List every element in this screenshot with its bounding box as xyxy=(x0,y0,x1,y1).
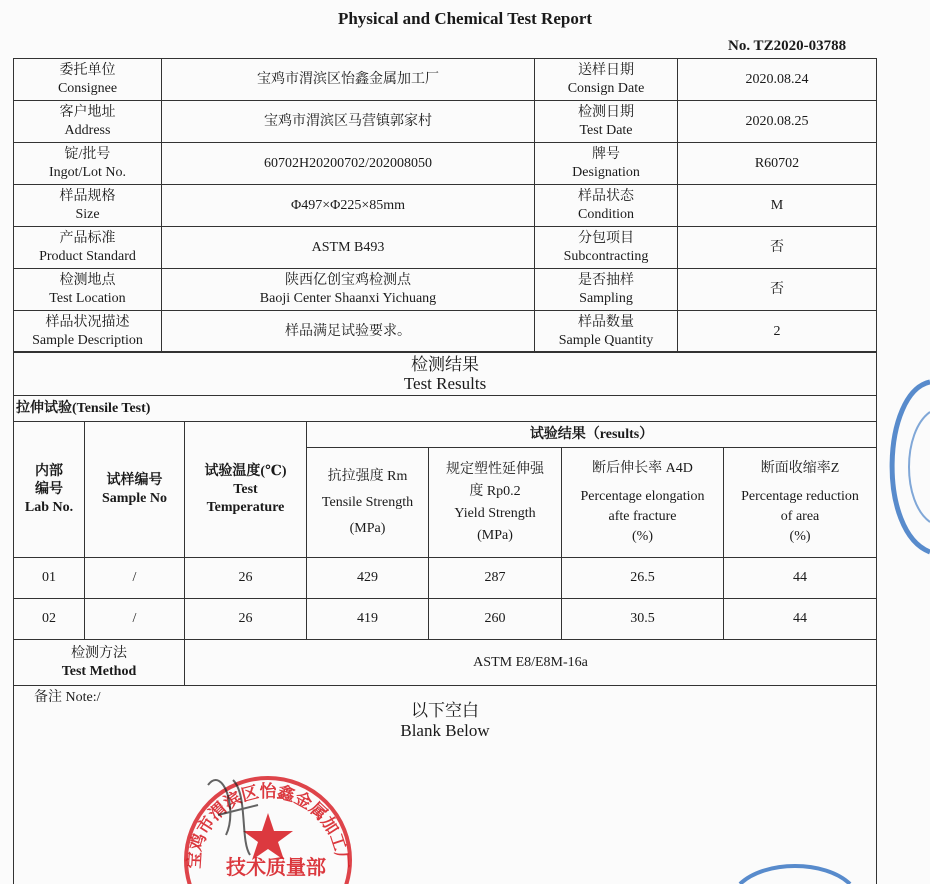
info-value: Φ497×Φ225×85mm xyxy=(162,185,535,227)
cell-reduction: 44 xyxy=(724,599,877,640)
info-label: 样品规格 Size xyxy=(14,185,162,227)
info-value: 陕西亿创宝鸡检测点 Baoji Center Shaanxi Yichuang xyxy=(162,269,535,311)
info-label-2: 检测日期 Test Date xyxy=(535,101,678,143)
info-row xyxy=(14,101,877,143)
info-label-2: 样品数量 Sample Quantity xyxy=(535,311,678,353)
info-value-2: 2 xyxy=(678,311,877,353)
report-title: Physical and Chemical Test Report xyxy=(337,9,593,28)
info-label: 检测地点 Test Location xyxy=(14,269,162,311)
bottom-stamp xyxy=(735,858,855,884)
info-row xyxy=(14,143,877,185)
info-table xyxy=(13,58,877,353)
cell-sample-no: / xyxy=(85,558,185,599)
cell-tensile: 419 xyxy=(307,599,429,640)
info-value-2: M xyxy=(678,185,877,227)
test-results-heading: 检测结果 Test Results xyxy=(14,352,877,396)
side-stamp xyxy=(872,372,930,562)
info-row xyxy=(14,227,877,269)
info-row xyxy=(14,59,877,101)
test-method-label: 检测方法 Test Method xyxy=(14,640,185,686)
tensile-test-label: 拉伸试验(Tensile Test) xyxy=(14,396,877,422)
col-temperature: 试验温度(℃) Test Temperature xyxy=(185,422,307,558)
result-row xyxy=(14,599,877,640)
info-label: 委托单位 Consignee xyxy=(14,59,162,101)
info-row xyxy=(14,311,877,353)
info-value-2: 否 xyxy=(678,227,877,269)
info-label: 客户地址 Address xyxy=(14,101,162,143)
info-label: 产品标准 Product Standard xyxy=(14,227,162,269)
info-label-2: 送样日期 Consign Date xyxy=(535,59,678,101)
info-value: 样品满足试验要求。 xyxy=(162,311,535,353)
info-label-2: 分包项目 Subcontracting xyxy=(535,227,678,269)
info-value: 60702H20200702/202008050 xyxy=(162,143,535,185)
note-section xyxy=(13,683,877,884)
cell-yield: 287 xyxy=(429,558,562,599)
cell-sample-no: / xyxy=(85,599,185,640)
blank-below: 以下空白 Blank Below xyxy=(400,701,490,740)
test-method-row xyxy=(14,640,877,686)
info-label: 锭/批号 Ingot/Lot No. xyxy=(14,143,162,185)
cell-temperature: 26 xyxy=(185,558,307,599)
company-seal xyxy=(178,755,358,884)
info-value-2: R60702 xyxy=(678,143,877,185)
col-elongation: 断后伸长率 A4D Percentage elongation afte fracture (%) xyxy=(562,448,724,558)
cell-elongation: 30.5 xyxy=(562,599,724,640)
cell-elongation: 26.5 xyxy=(562,558,724,599)
info-label-2: 是否抽样 Sampling xyxy=(535,269,678,311)
col-yield-strength: 规定塑性延伸强 度 Rp0.2 Yield Strength (MPa) xyxy=(429,448,562,558)
cell-lab-no: 02 xyxy=(14,599,85,640)
svg-text:技术质量部: 技术质量部 xyxy=(226,855,326,879)
cell-lab-no: 01 xyxy=(14,558,85,599)
info-value-2: 2020.08.25 xyxy=(678,101,877,143)
info-row xyxy=(14,269,877,311)
test-method-value: ASTM E8/E8M-16a xyxy=(185,640,877,686)
results-subheader: 试验结果（results） xyxy=(307,422,877,448)
cell-yield: 260 xyxy=(429,599,562,640)
info-value-2: 2020.08.24 xyxy=(678,59,877,101)
note-label: 备注 Note:/ xyxy=(34,690,101,705)
svg-text:宝鸡市渭滨区怡鑫金属加工厂: 宝鸡市渭滨区怡鑫金属加工厂 xyxy=(184,782,352,870)
cell-temperature: 26 xyxy=(185,599,307,640)
col-lab-no: 内部 编号 Lab No. xyxy=(14,422,85,558)
info-value: 宝鸡市渭滨区马营镇郭家村 xyxy=(162,101,535,143)
cell-tensile: 429 xyxy=(307,558,429,599)
results-table xyxy=(13,351,877,686)
result-row xyxy=(14,558,877,599)
info-value-2: 否 xyxy=(678,269,877,311)
col-sample-no: 试样编号 Sample No xyxy=(85,422,185,558)
info-label-2: 牌号 Designation xyxy=(535,143,678,185)
info-label: 样品状况描述 Sample Description xyxy=(14,311,162,353)
report-number: No. TZ2020-03788 xyxy=(728,38,847,54)
info-value: 宝鸡市渭滨区怡鑫金属加工厂 xyxy=(162,59,535,101)
info-value: ASTM B493 xyxy=(162,227,535,269)
info-row xyxy=(14,185,877,227)
info-label-2: 样品状态 Condition xyxy=(535,185,678,227)
col-reduction: 断面收缩率Z Percentage reduction of area (%) xyxy=(724,448,877,558)
cell-reduction: 44 xyxy=(724,558,877,599)
col-tensile-strength: 抗拉强度 Rm Tensile Strength (MPa) xyxy=(307,448,429,558)
